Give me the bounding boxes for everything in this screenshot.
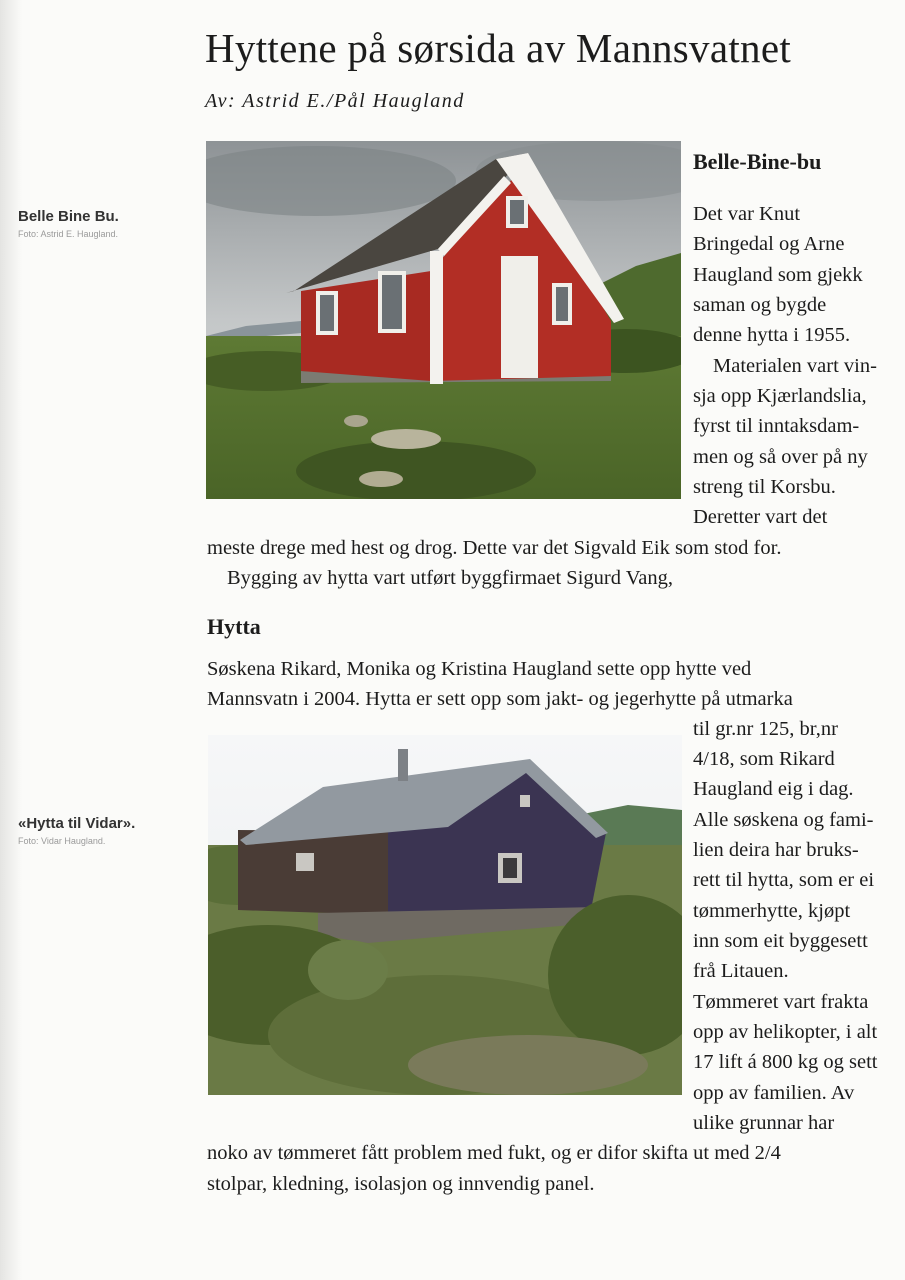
photo-log-cabin	[208, 735, 682, 1095]
byline: Av: Astrid E./Pål Haugland	[205, 90, 465, 112]
page-edge-shadow	[0, 0, 22, 1280]
body-line: fyrst til inntaksdam-	[693, 415, 860, 437]
section-heading-belle-bine-bu: Belle-Bine-bu	[693, 149, 822, 174]
body-line: saman og bygde	[693, 294, 827, 316]
body-line: Bygging av hytta vart utført byggfirmaet Sigurd Vang,	[227, 567, 673, 589]
body-line: meste drege med hest og drog. Dette var det Sigvald Eik som stod for.	[207, 537, 782, 559]
body-line: rett til hytta, som er ei	[693, 869, 875, 891]
body-line: 4/18, som Rikard	[693, 748, 835, 770]
page-title: Hyttene på sørsida av Mannsvatnet	[205, 25, 792, 71]
section-heading-hytta: Hytta	[207, 614, 261, 639]
body-line: opp av familien. Av	[693, 1082, 855, 1104]
caption-credit: Foto: Astrid E. Haugland.	[18, 229, 119, 239]
body-line: Haugland eig i dag.	[693, 778, 854, 800]
body-line: Bringedal og Arne	[693, 233, 845, 255]
body-line: Alle søskena og fami-	[693, 809, 874, 831]
body-line: sja opp Kjærlandslia,	[693, 385, 867, 407]
caption-title: Belle Bine Bu.	[18, 208, 119, 225]
photo-caption-1	[18, 208, 119, 239]
body-line: men og så over på ny	[693, 446, 868, 468]
body-line: Deretter vart det	[693, 506, 828, 528]
caption-title: «Hytta til Vidar».	[18, 815, 136, 832]
photo-caption-2	[18, 815, 135, 846]
body-line: denne hytta i 1955.	[693, 324, 851, 346]
body-line: Materialen vart vin-	[713, 355, 877, 377]
body-line: ulike grunnar har	[693, 1112, 835, 1134]
body-line: Haugland som gjekk	[693, 264, 863, 286]
body-line: 17 lift á 800 kg og sett	[693, 1051, 878, 1073]
body-line: inn som eit byggesett	[693, 930, 868, 952]
body-line: lien deira har bruks-	[693, 839, 859, 861]
body-line: streng til Korsbu.	[693, 476, 836, 498]
body-line: stolpar, kledning, isolasjon og innvendig panel.	[207, 1173, 595, 1195]
body-line: til gr.nr 125, br,nr	[693, 718, 838, 740]
body-line: Tømmeret vart frakta	[693, 991, 869, 1013]
caption-credit: Foto: Vidar Haugland.	[18, 836, 106, 846]
body-line: Søskena Rikard, Monika og Kristina Haugland sette opp hytte ved	[207, 658, 752, 680]
body-line: noko av tømmeret fått problem med fukt, og er difor skifta ut med 2/4	[207, 1142, 781, 1164]
body-line: frå Litauen.	[693, 960, 789, 982]
photo-red-cabin	[206, 141, 681, 499]
body-line: opp av helikopter, i alt	[693, 1021, 878, 1043]
body-line: Det var Knut	[693, 203, 801, 225]
body-line: Mannsvatn i 2004. Hytta er sett opp som jakt- og jegerhytte på utmarka	[207, 688, 793, 710]
body-line: tømmerhytte, kjøpt	[693, 900, 851, 922]
